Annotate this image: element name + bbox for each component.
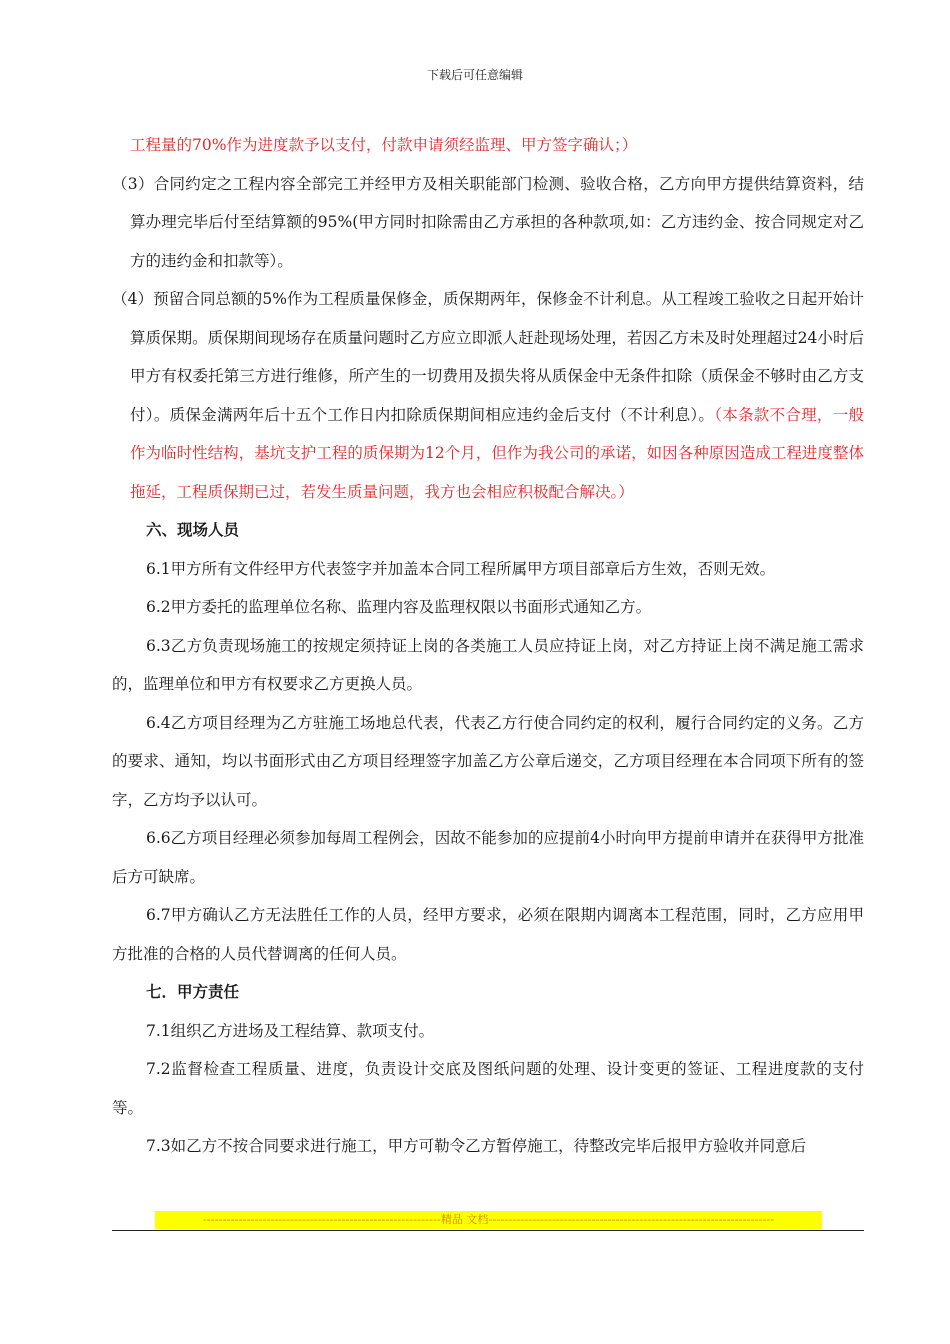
clause-7-3: 7.3如乙方不按合同要求进行施工，甲方可勒令乙方暂停施工，待整改完毕后报甲方验收并同意后 xyxy=(146,1137,807,1155)
clause-6-1: 6.1甲方所有文件经甲方代表签字并加盖本合同工程所属甲方项目部章后方生效，否则无效。 xyxy=(146,559,776,578)
clause-7-2: 7.2监督检查工程质量、进度，负责设计交底及图纸问题的处理、设计变更的签证、工程进度款的支付等。 xyxy=(112,1060,864,1117)
document-body xyxy=(112,126,864,1166)
clause-6-2: 6.2甲方委托的监理单位名称、监理内容及监理权限以书面形式通知乙方。 xyxy=(146,598,652,616)
warranty-text: （4）预留合同总额的5%作为工程质量保修金，质保期两年，保修金不计利息。从工程竣工验收之日起开始计算质保期。质保期间现场存在质量问题时乙方应立即派人赶赴现场处理，若因乙方未及时处理超过24小时后甲方有权委托第三方进行维修，所产生的一切费用及损失将从质保金中无条件扣除（质保金不够时由乙方支付）。质保金满两年后十五个工作日内扣除质保期间相应违约金后支付（不计利息）。 xyxy=(112,290,864,424)
clause-6-6: 6.6乙方项目经理必须参加每周工程例会，因故不能参加的应提前4小时向甲方提前申请并在获得甲方批准后方可缺席。 xyxy=(112,829,864,886)
page-header: 下载后可任意编辑 xyxy=(426,68,523,82)
paragraph-warranty xyxy=(112,280,864,511)
warranty-comment: （本条款不合理，一般作为临时性结构，基坑支护工程的质保期为12个月，但作为我公司的承诺，如因各种原因造成工程进度整体拖延，工程质保期已过，若发生质量问题，我方也会相应积极配合解决。） xyxy=(130,405,864,501)
clause-6-3: 6.3乙方负责现场施工的按规定须持证上岗的各类施工人员应持证上岗，对乙方持证上岗不满足施工需求的，监理单位和甲方有权要求乙方更换人员。 xyxy=(112,636,864,693)
clause-7-1: 7.1组织乙方进场及工程结算、款项支付。 xyxy=(146,1021,435,1040)
clause-6-4: 6.4乙方项目经理为乙方驻施工场地总代表，代表乙方行使合同约定的权利，履行合同约定的义务。乙方的要求、通知，均以书面形式由乙方项目经理签字加盖乙方公章后递交，乙方项目经理在本合同项下所有的签字，乙方均予以认可。 xyxy=(112,713,864,809)
footer-divider xyxy=(112,1230,864,1231)
section-heading-7: 七．甲方责任 xyxy=(146,982,240,1001)
footer-banner: ------------------------------------------------------------精品 文档------------------------------------------------------------------------ xyxy=(155,1211,822,1229)
paragraph-settlement: （3）合同约定之工程内容全部完工并经甲方及相关职能部门检测、验收合格，乙方向甲方提供结算资料，结算办理完毕后付至结算额的95%(甲方同时扣除需由乙方承担的各种款项,如：乙方违约金、按合同规定对乙方的违约金和扣款等）。 xyxy=(112,174,864,270)
section-heading-6: 六、现场人员 xyxy=(146,520,240,539)
paragraph-payment-progress: 工程量的70%作为进度款予以支付，付款申请须经监理、甲方签字确认；） xyxy=(130,136,638,154)
clause-6-7: 6.7甲方确认乙方无法胜任工作的人员，经甲方要求，必须在限期内调离本工程范围，同时，乙方应用甲方批准的合格的人员代替调离的任何人员。 xyxy=(112,906,864,963)
